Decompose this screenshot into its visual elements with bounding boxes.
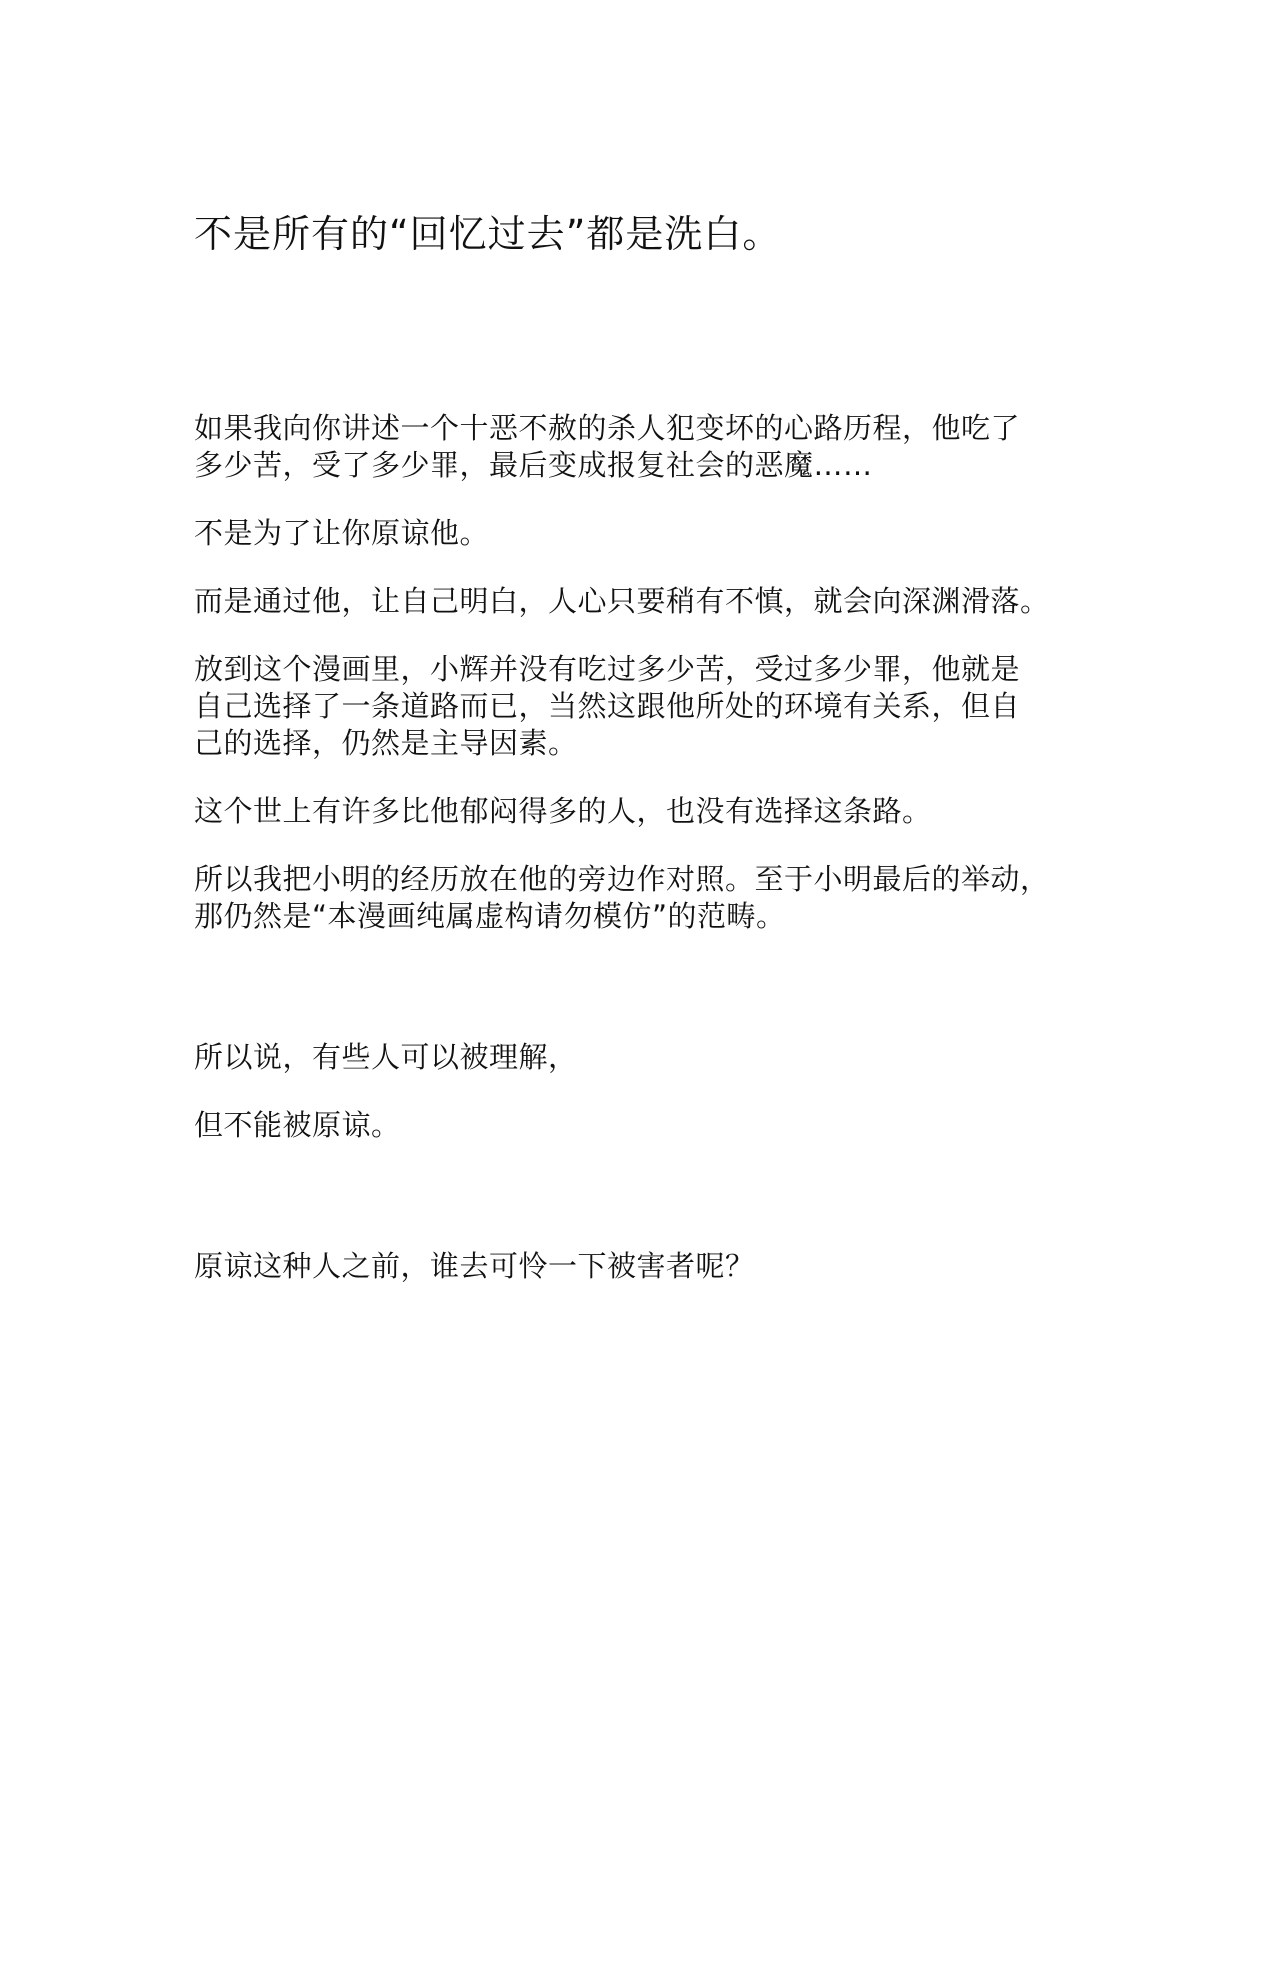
- paragraph-7: 所以说，有些人可以被理解，: [194, 1040, 578, 1074]
- document-body: [194, 410, 1124, 1285]
- paragraph-1: 如果我向你讲述一个十恶不赦的杀人犯变坏的心路历程，他吃了 多少苦，受了多少罪，最后变成报复社会的恶魔……: [194, 411, 1021, 482]
- paragraph-9: 原谅这种人之前，谁去可怜一下被害者呢？: [194, 1249, 755, 1283]
- page-title: 不是所有的“回忆过去”都是洗白。: [194, 212, 782, 256]
- paragraph-2: 不是为了让你原谅他。: [194, 516, 490, 550]
- paragraph-6: 所以我把小明的经历放在他的旁边作对照。至于小明最后的举动， 那仍然是“本漫画纯属虚构请勿模仿”的范畴。: [194, 862, 1050, 933]
- paragraph-3: 而是通过他，让自己明白，人心只要稍有不慎，就会向深渊滑落。: [194, 584, 1050, 618]
- paragraph-4: 放到这个漫画里，小辉并没有吃过多少苦，受过多少罪，他就是 自己选择了一条道路而已，当然这跟他所处的环境有关系，但自 己的选择，仍然是主导因素。: [194, 652, 1021, 760]
- paragraph-8: 但不能被原谅。: [194, 1108, 401, 1142]
- paragraph-5: 这个世上有许多比他郁闷得多的人，也没有选择这条路。: [194, 794, 932, 828]
